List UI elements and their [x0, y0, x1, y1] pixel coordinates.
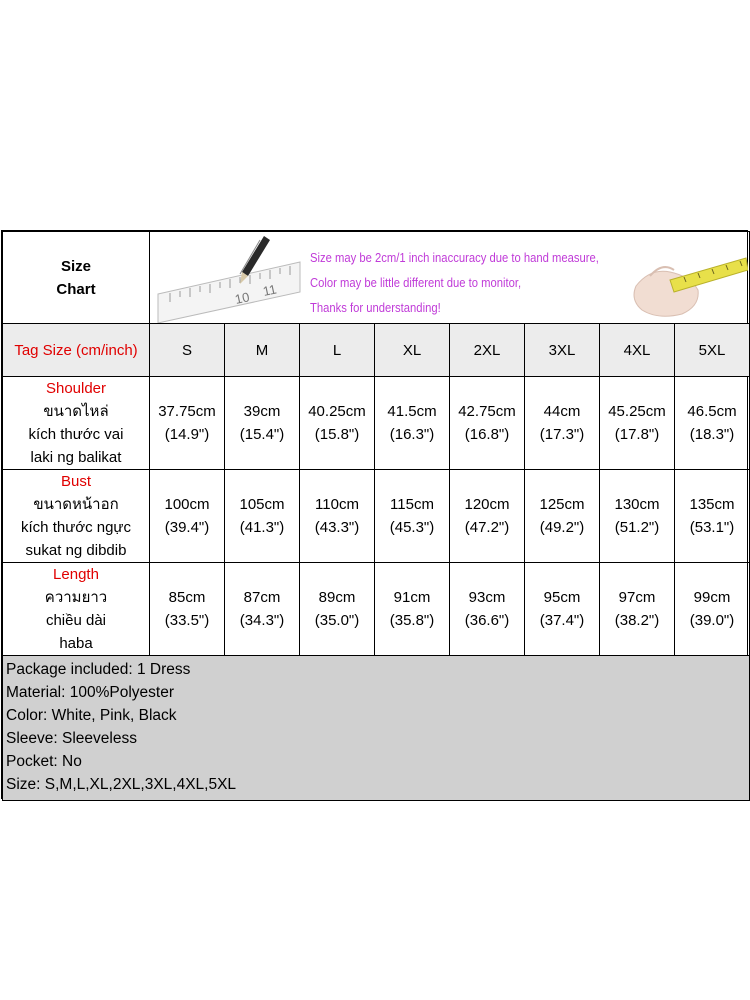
- cm-value: 100cm: [164, 496, 210, 513]
- bust-label-tl: sukat ng dibdib: [25, 542, 127, 559]
- size-head-l: L: [300, 324, 375, 377]
- note-line-3: Thanks for understanding!: [310, 301, 441, 315]
- length-label: Length: [53, 566, 99, 583]
- inch-value: (15.8"): [314, 426, 360, 443]
- shoulder-m: [225, 377, 300, 470]
- inch-value: (33.5"): [164, 612, 210, 629]
- bust-2xl: [450, 470, 525, 563]
- cm-value: 115cm: [390, 496, 434, 513]
- shoulder-3xl: [525, 377, 600, 470]
- shoulder-label-th: ขนาดไหล่: [43, 403, 109, 420]
- inch-value: (34.3"): [239, 612, 285, 629]
- note-line-2: Color may be little different due to monitor,: [310, 276, 522, 290]
- inch-value: (39.4"): [164, 519, 210, 536]
- length-label-th: ความยาว: [44, 589, 108, 606]
- cm-value: 40.25cm: [308, 403, 366, 420]
- note-line-1: Size may be 2cm/1 inch inaccuracy due to hand measure,: [310, 251, 599, 265]
- ruler-number-11: 11: [261, 281, 278, 299]
- size-chart-title: [3, 232, 150, 324]
- inch-value: (17.8"): [614, 426, 660, 443]
- inch-value: (43.3"): [314, 519, 360, 536]
- bust-l: [300, 470, 375, 563]
- shoulder-label-vi: kích thước vai: [28, 426, 124, 443]
- cm-value: 89cm: [318, 589, 356, 606]
- inch-value: (39.0"): [689, 612, 735, 629]
- shoulder-xl: [375, 377, 450, 470]
- inch-value: (38.2"): [614, 612, 660, 629]
- length-label-vi: chiều dài: [45, 612, 107, 629]
- inch-value: (45.3"): [389, 519, 435, 536]
- measurement-notes: [310, 246, 599, 321]
- shoulder-label-tl: laki ng balikat: [30, 449, 122, 466]
- size-head-s: S: [150, 324, 225, 377]
- info-material: Material: 100%Polyester: [6, 684, 174, 701]
- product-info-row: [3, 656, 750, 801]
- bust-xl: [375, 470, 450, 563]
- inch-value: (49.2"): [539, 519, 585, 536]
- inch-value: (18.3"): [689, 426, 735, 443]
- ruler-number-10: 10: [233, 289, 251, 307]
- length-row: [3, 563, 750, 656]
- bust-label-cell: [3, 470, 150, 563]
- size-header-row: [3, 324, 750, 377]
- product-info: [3, 656, 750, 801]
- cm-value: 39cm: [243, 403, 281, 420]
- length-s: [150, 563, 225, 656]
- cm-value: 99cm: [693, 589, 731, 606]
- length-5xl: [675, 563, 750, 656]
- measurement-note-banner: [150, 232, 750, 324]
- length-label-cell: [3, 563, 150, 656]
- cm-value: 120cm: [464, 496, 510, 513]
- inch-value: (16.3"): [389, 426, 435, 443]
- size-head-xl: XL: [375, 324, 450, 377]
- tag-size-label: Tag Size (cm/inch): [3, 324, 150, 377]
- shoulder-2xl: [450, 377, 525, 470]
- bust-label-vi: kích thước ngực: [21, 519, 131, 536]
- ruler-icon: [158, 262, 300, 323]
- shoulder-5xl: [675, 377, 750, 470]
- inch-value: (53.1"): [689, 519, 735, 536]
- info-size: Size: S,M,L,XL,2XL,3XL,4XL,5XL: [6, 776, 237, 793]
- inch-value: (41.3"): [239, 519, 285, 536]
- length-m: [225, 563, 300, 656]
- bust-s: [150, 470, 225, 563]
- bust-label: Bust: [60, 473, 91, 490]
- info-package: Package included: 1 Dress: [6, 661, 191, 678]
- cm-value: 130cm: [614, 496, 660, 513]
- bust-4xl: [600, 470, 675, 563]
- inch-value: (16.8"): [464, 426, 510, 443]
- inch-value: (51.2"): [614, 519, 660, 536]
- cm-value: 97cm: [618, 589, 656, 606]
- cm-value: 95cm: [543, 589, 581, 606]
- inch-value: (36.6"): [464, 612, 510, 629]
- inch-value: (35.0"): [314, 612, 360, 629]
- info-pocket: Pocket: No: [6, 753, 82, 770]
- cm-value: 46.5cm: [687, 403, 737, 420]
- cm-value: 125cm: [539, 496, 585, 513]
- cm-value: 37.75cm: [158, 403, 216, 420]
- inch-value: (17.3"): [539, 426, 585, 443]
- title-row: [3, 232, 750, 324]
- shoulder-label-cell: [3, 377, 150, 470]
- size-head-4xl: 4XL: [600, 324, 675, 377]
- cm-value: 41.5cm: [387, 403, 437, 420]
- cm-value: 105cm: [239, 496, 285, 513]
- cm-value: 110cm: [315, 496, 359, 513]
- size-chart-sheet: [1, 230, 748, 799]
- bust-5xl: [675, 470, 750, 563]
- cm-value: 135cm: [689, 496, 735, 513]
- bust-row: [3, 470, 750, 563]
- length-4xl: [600, 563, 675, 656]
- length-xl: [375, 563, 450, 656]
- inch-value: (35.8"): [389, 612, 435, 629]
- cm-value: 87cm: [243, 589, 281, 606]
- length-2xl: [450, 563, 525, 656]
- inch-value: (14.9"): [164, 426, 210, 443]
- shoulder-4xl: [600, 377, 675, 470]
- size-head-3xl: 3XL: [525, 324, 600, 377]
- inch-value: (15.4"): [239, 426, 285, 443]
- inch-value: (37.4"): [539, 612, 585, 629]
- title-line-1: Size: [60, 257, 91, 275]
- shoulder-s: [150, 377, 225, 470]
- cm-value: 42.75cm: [458, 403, 516, 420]
- cm-value: 93cm: [468, 589, 506, 606]
- cm-value: 45.25cm: [608, 403, 666, 420]
- bust-label-th: ขนาดหน้าอก: [33, 496, 119, 513]
- length-label-tl: haba: [59, 635, 93, 652]
- bust-m: [225, 470, 300, 563]
- size-head-5xl: 5XL: [675, 324, 750, 377]
- cm-value: 91cm: [393, 589, 431, 606]
- size-head-2xl: 2XL: [450, 324, 525, 377]
- shoulder-l: [300, 377, 375, 470]
- info-sleeve: Sleeve: Sleeveless: [6, 730, 137, 747]
- cm-value: 85cm: [168, 589, 206, 606]
- inch-value: (47.2"): [464, 519, 510, 536]
- bust-3xl: [525, 470, 600, 563]
- cm-value: 44cm: [543, 403, 581, 420]
- length-l: [300, 563, 375, 656]
- measuring-tape-icon: [670, 258, 748, 292]
- shoulder-row: [3, 377, 750, 470]
- shoulder-label: Shoulder: [45, 380, 107, 397]
- length-3xl: [525, 563, 600, 656]
- size-chart-table: [2, 231, 750, 801]
- title-line-2: Chart: [56, 280, 96, 298]
- size-head-m: M: [225, 324, 300, 377]
- info-color: Color: White, Pink, Black: [6, 707, 177, 724]
